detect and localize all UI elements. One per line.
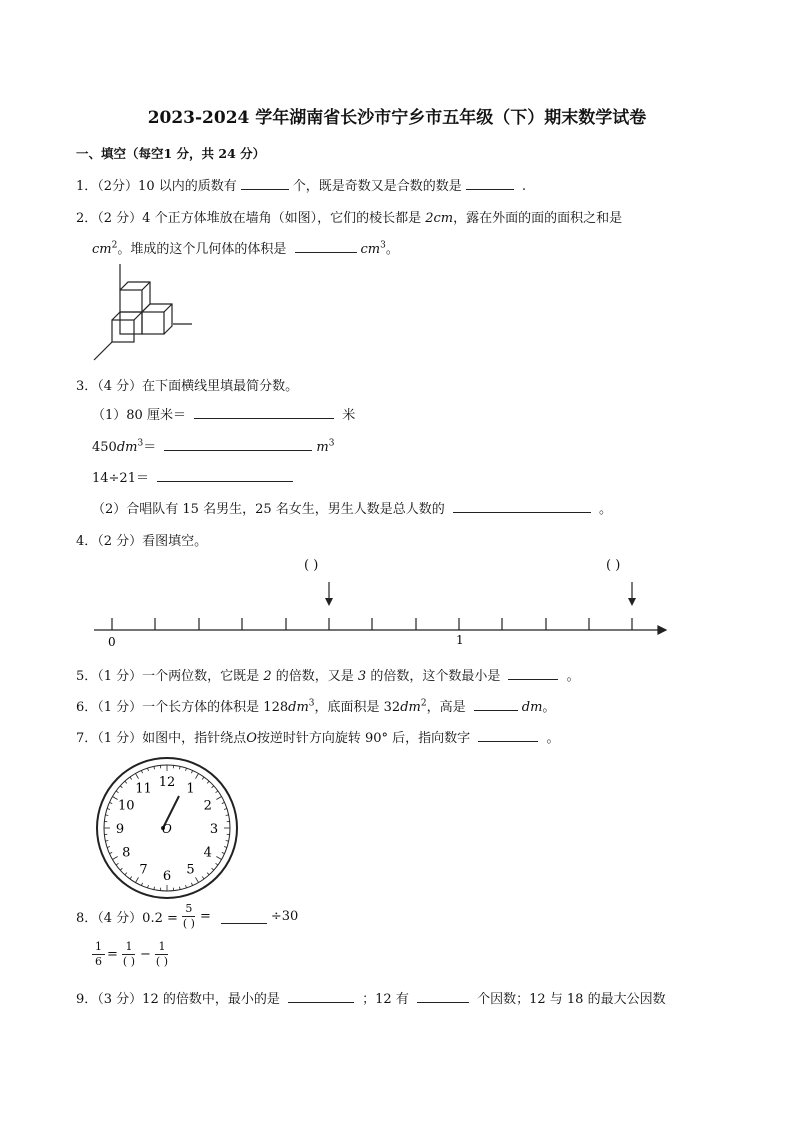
q4-paren-1[interactable]: ( ) — [304, 558, 319, 573]
q3-p3-label: 14÷21＝ — [92, 471, 149, 486]
q8-l2-minus: − — [140, 947, 151, 962]
q4-intro: 4．（2 分）看图填空。 — [76, 534, 208, 549]
clock-tick — [148, 768, 149, 771]
clock-tick — [109, 802, 112, 803]
q6-exp-1: 3 — [308, 698, 315, 709]
q7-blank[interactable] — [478, 728, 538, 742]
q9-blank-1[interactable] — [288, 989, 354, 1003]
arrow-down-icon — [325, 598, 333, 606]
q3-p2-exp-b: 3 — [328, 438, 335, 449]
q8-l2-frac-c — [153, 940, 171, 969]
q8-l2-eq: = — [107, 947, 118, 962]
clock-tick — [130, 877, 132, 879]
q2-text-c: 。堆成的这个几何体的体积是 — [117, 242, 287, 257]
q3-p2-unit-a: dm — [116, 440, 138, 455]
q5-text-a: 5．（1 分）一个两位数，它既是 — [76, 669, 260, 684]
clock-tick — [107, 847, 110, 848]
clock-numeral: 4 — [203, 845, 212, 861]
q4-paren-2[interactable]: ( ) — [606, 558, 621, 573]
clock-numeral: 11 — [135, 781, 152, 797]
q5-text-b: 的倍数，又是 — [275, 669, 354, 684]
q3-part-4 — [92, 498, 612, 517]
clock-tick — [224, 809, 227, 810]
q1-text-a: 1．（2分）10 以内的质数有 — [76, 179, 237, 194]
q6-text-c: ，高是 — [426, 700, 466, 715]
q8-l2-f2-den[interactable]: ( ) — [155, 955, 168, 968]
clock-tick — [216, 791, 218, 793]
clock-tick — [179, 766, 180, 769]
clock-numeral: 5 — [186, 862, 195, 878]
q5-text-c: 的倍数，这个数最小是 — [370, 669, 501, 684]
q6-unit-3: dm — [521, 700, 543, 715]
arrow-down-icon — [628, 598, 636, 606]
q6-text-a: 6．（1 分）一个长方体的体积是 128 — [76, 700, 289, 715]
question-8-line-2 — [90, 940, 173, 969]
q3-p2-unit-b: m — [316, 440, 329, 455]
clock-tick — [105, 815, 108, 816]
q2-unit-1: cm — [92, 242, 112, 257]
clock-tick — [154, 887, 155, 890]
q9-text-b: ；12 有 — [362, 992, 409, 1007]
clock-tick — [179, 887, 180, 890]
q5-end: 。 — [566, 669, 580, 684]
clock-numeral: 2 — [203, 798, 212, 814]
clock-tick — [207, 873, 209, 875]
clock-tick — [109, 852, 112, 853]
clock-tick — [141, 770, 142, 773]
page-title: 2023-2024 学年湖南省长沙市宁乡市五年级（下）期末数学试卷 — [147, 108, 647, 128]
clock-tick — [224, 847, 227, 848]
q2-exp-1: 2 — [111, 240, 118, 251]
clock-tick — [212, 786, 214, 788]
cubes-figure — [88, 260, 198, 365]
clock-numeral: 3 — [209, 822, 219, 837]
clock-tick — [105, 840, 108, 841]
q3-p1-unit: 米 — [342, 408, 356, 423]
clock-tick — [186, 768, 187, 771]
question-7 — [76, 727, 559, 746]
q2-exp-2: 3 — [380, 240, 386, 251]
q2-text-a: 2．（2 分）4 个正方体堆放在墙角（如图），它们的棱长都是 — [76, 211, 422, 226]
clock-tick — [154, 766, 155, 769]
q8-l2-frac-b — [120, 940, 138, 969]
q8-l2-den: 6 — [95, 955, 102, 968]
clock-numeral: 10 — [118, 798, 135, 814]
q6-text-b: ，底面积是 32 — [314, 700, 401, 715]
q3-p4-end: 。 — [599, 502, 613, 517]
q9-text-c: 个因数；12 与 18 的最大公因数 — [477, 992, 666, 1007]
q3-part-3 — [92, 467, 297, 486]
clock-tick — [226, 815, 229, 816]
clock-numeral: 1 — [186, 781, 195, 797]
q7-text-b: 按逆时针方向旋转 90° 后，指向数字 — [256, 731, 471, 746]
clock-tick — [222, 852, 225, 853]
q3-p1-label: （1）80 厘米＝ — [92, 408, 186, 423]
q3-p2-number: 450 — [92, 440, 117, 455]
q2-text-b: ，露在外面的面的面积之和是 — [453, 211, 623, 226]
nl-label-one: 1 — [456, 633, 464, 647]
clock-tick — [120, 868, 122, 870]
clock-tick — [212, 868, 214, 870]
clock-tick — [125, 873, 127, 875]
q5-n2: 3 — [357, 669, 367, 684]
clock-tick — [226, 840, 229, 841]
q8-frac-den[interactable]: ( ) — [182, 917, 195, 930]
section-heading: 一、填空（每空1 分，共 24 分） — [76, 146, 266, 161]
clock-tick — [191, 883, 192, 886]
clock-tick — [216, 857, 221, 860]
q7-text-a: 7．（1 分）如图中，指针绕点 — [76, 731, 247, 746]
q1-text-c: . — [521, 179, 527, 194]
q2-blank-volume[interactable] — [295, 239, 357, 253]
q9-text-a: 9．（3 分）12 的倍数中，最小的是 — [76, 992, 280, 1007]
clock-tick — [202, 877, 204, 879]
q3-p1-blank[interactable] — [194, 405, 334, 419]
clock-tick — [112, 797, 117, 800]
q3-intro: 3．（4 分）在下面横线里填最简分数。 — [76, 379, 299, 394]
q8-l2-f2-num: 1 — [155, 940, 168, 955]
q6-blank[interactable] — [474, 697, 518, 711]
question-2-line-2 — [92, 238, 399, 257]
clock-numeral: 7 — [139, 862, 148, 878]
question-1 — [76, 175, 526, 194]
clock-numeral: 6 — [162, 869, 172, 884]
q7-end: 。 — [546, 731, 560, 746]
q6-unit-2: dm — [400, 700, 421, 715]
clock-numeral: 8 — [122, 845, 131, 861]
question-6 — [76, 696, 555, 715]
q9-blank-2[interactable] — [417, 989, 469, 1003]
clock-tick — [136, 877, 139, 882]
clock-tick — [116, 863, 118, 865]
clock-tick — [222, 802, 225, 803]
clock-tick — [136, 773, 139, 778]
clock-numeral: 9 — [115, 822, 125, 837]
q3-p2-blank[interactable] — [164, 437, 312, 451]
clock-tick — [216, 863, 218, 865]
q8-l2-f1-den[interactable]: ( ) — [122, 955, 135, 968]
clock-tick — [207, 781, 209, 783]
q8-eq: = — [199, 909, 211, 924]
q7-point-o: O — [246, 731, 257, 746]
q2-edge-length: 2cm — [425, 211, 454, 226]
q8-blank[interactable] — [221, 910, 267, 924]
q3-p4-label: （2）合唱队有 15 名男生，25 名女生，男生人数是总人数的 — [92, 502, 445, 517]
q2-end: 。 — [385, 242, 399, 257]
clock-numeral: 12 — [158, 775, 176, 790]
q8-l2-frac-a — [92, 940, 105, 969]
q8-fraction — [180, 902, 198, 931]
clock-tick — [191, 770, 192, 773]
clock-tick — [202, 777, 204, 779]
q8-div: ÷30 — [270, 909, 299, 924]
question-2 — [76, 207, 622, 226]
clock-center-label: O — [162, 822, 172, 836]
clock-tick — [120, 786, 122, 788]
clock-tick — [186, 885, 187, 888]
q6-end: 。 — [542, 700, 556, 715]
q3-p2-eq: ＝ — [143, 440, 157, 455]
q8-l2-num: 1 — [92, 940, 105, 955]
clock-tick — [148, 885, 149, 888]
q2-unit-2: cm — [360, 242, 381, 257]
q3-part-1 — [92, 404, 355, 423]
q3-part-2 — [92, 436, 334, 455]
clock-figure — [94, 755, 240, 901]
q8-text-a: 8．（4 分）0.2 = — [76, 911, 178, 926]
clock-tick — [130, 777, 132, 779]
q8-frac-num: 5 — [182, 902, 195, 917]
question-5 — [76, 665, 580, 684]
clock-tick — [196, 773, 199, 778]
clock-tick — [216, 797, 221, 800]
q3-p4-blank[interactable] — [453, 499, 591, 513]
q1-blank-2[interactable] — [466, 176, 514, 190]
q1-text-b: 个，既是奇数又是合数的数是 — [292, 179, 462, 194]
number-line — [90, 578, 670, 648]
nl-label-zero: 0 — [108, 635, 116, 648]
q5-blank[interactable] — [508, 666, 558, 680]
clock-tick — [107, 809, 110, 810]
q6-exp-2: 2 — [420, 698, 427, 709]
q3-p3-blank[interactable] — [157, 468, 293, 482]
q3-p2-exp: 3 — [137, 438, 144, 449]
clock-tick — [116, 791, 118, 793]
q8-l2-f1-num: 1 — [122, 940, 135, 955]
question-9 — [76, 988, 666, 1007]
clock-tick — [125, 781, 127, 783]
question-8 — [76, 902, 298, 931]
q5-n1: 2 — [263, 669, 272, 684]
q1-blank-1[interactable] — [241, 176, 289, 190]
clock-tick — [196, 877, 199, 882]
clock-tick — [141, 883, 142, 886]
q6-unit-1: dm — [288, 700, 309, 715]
clock-tick — [112, 857, 117, 860]
